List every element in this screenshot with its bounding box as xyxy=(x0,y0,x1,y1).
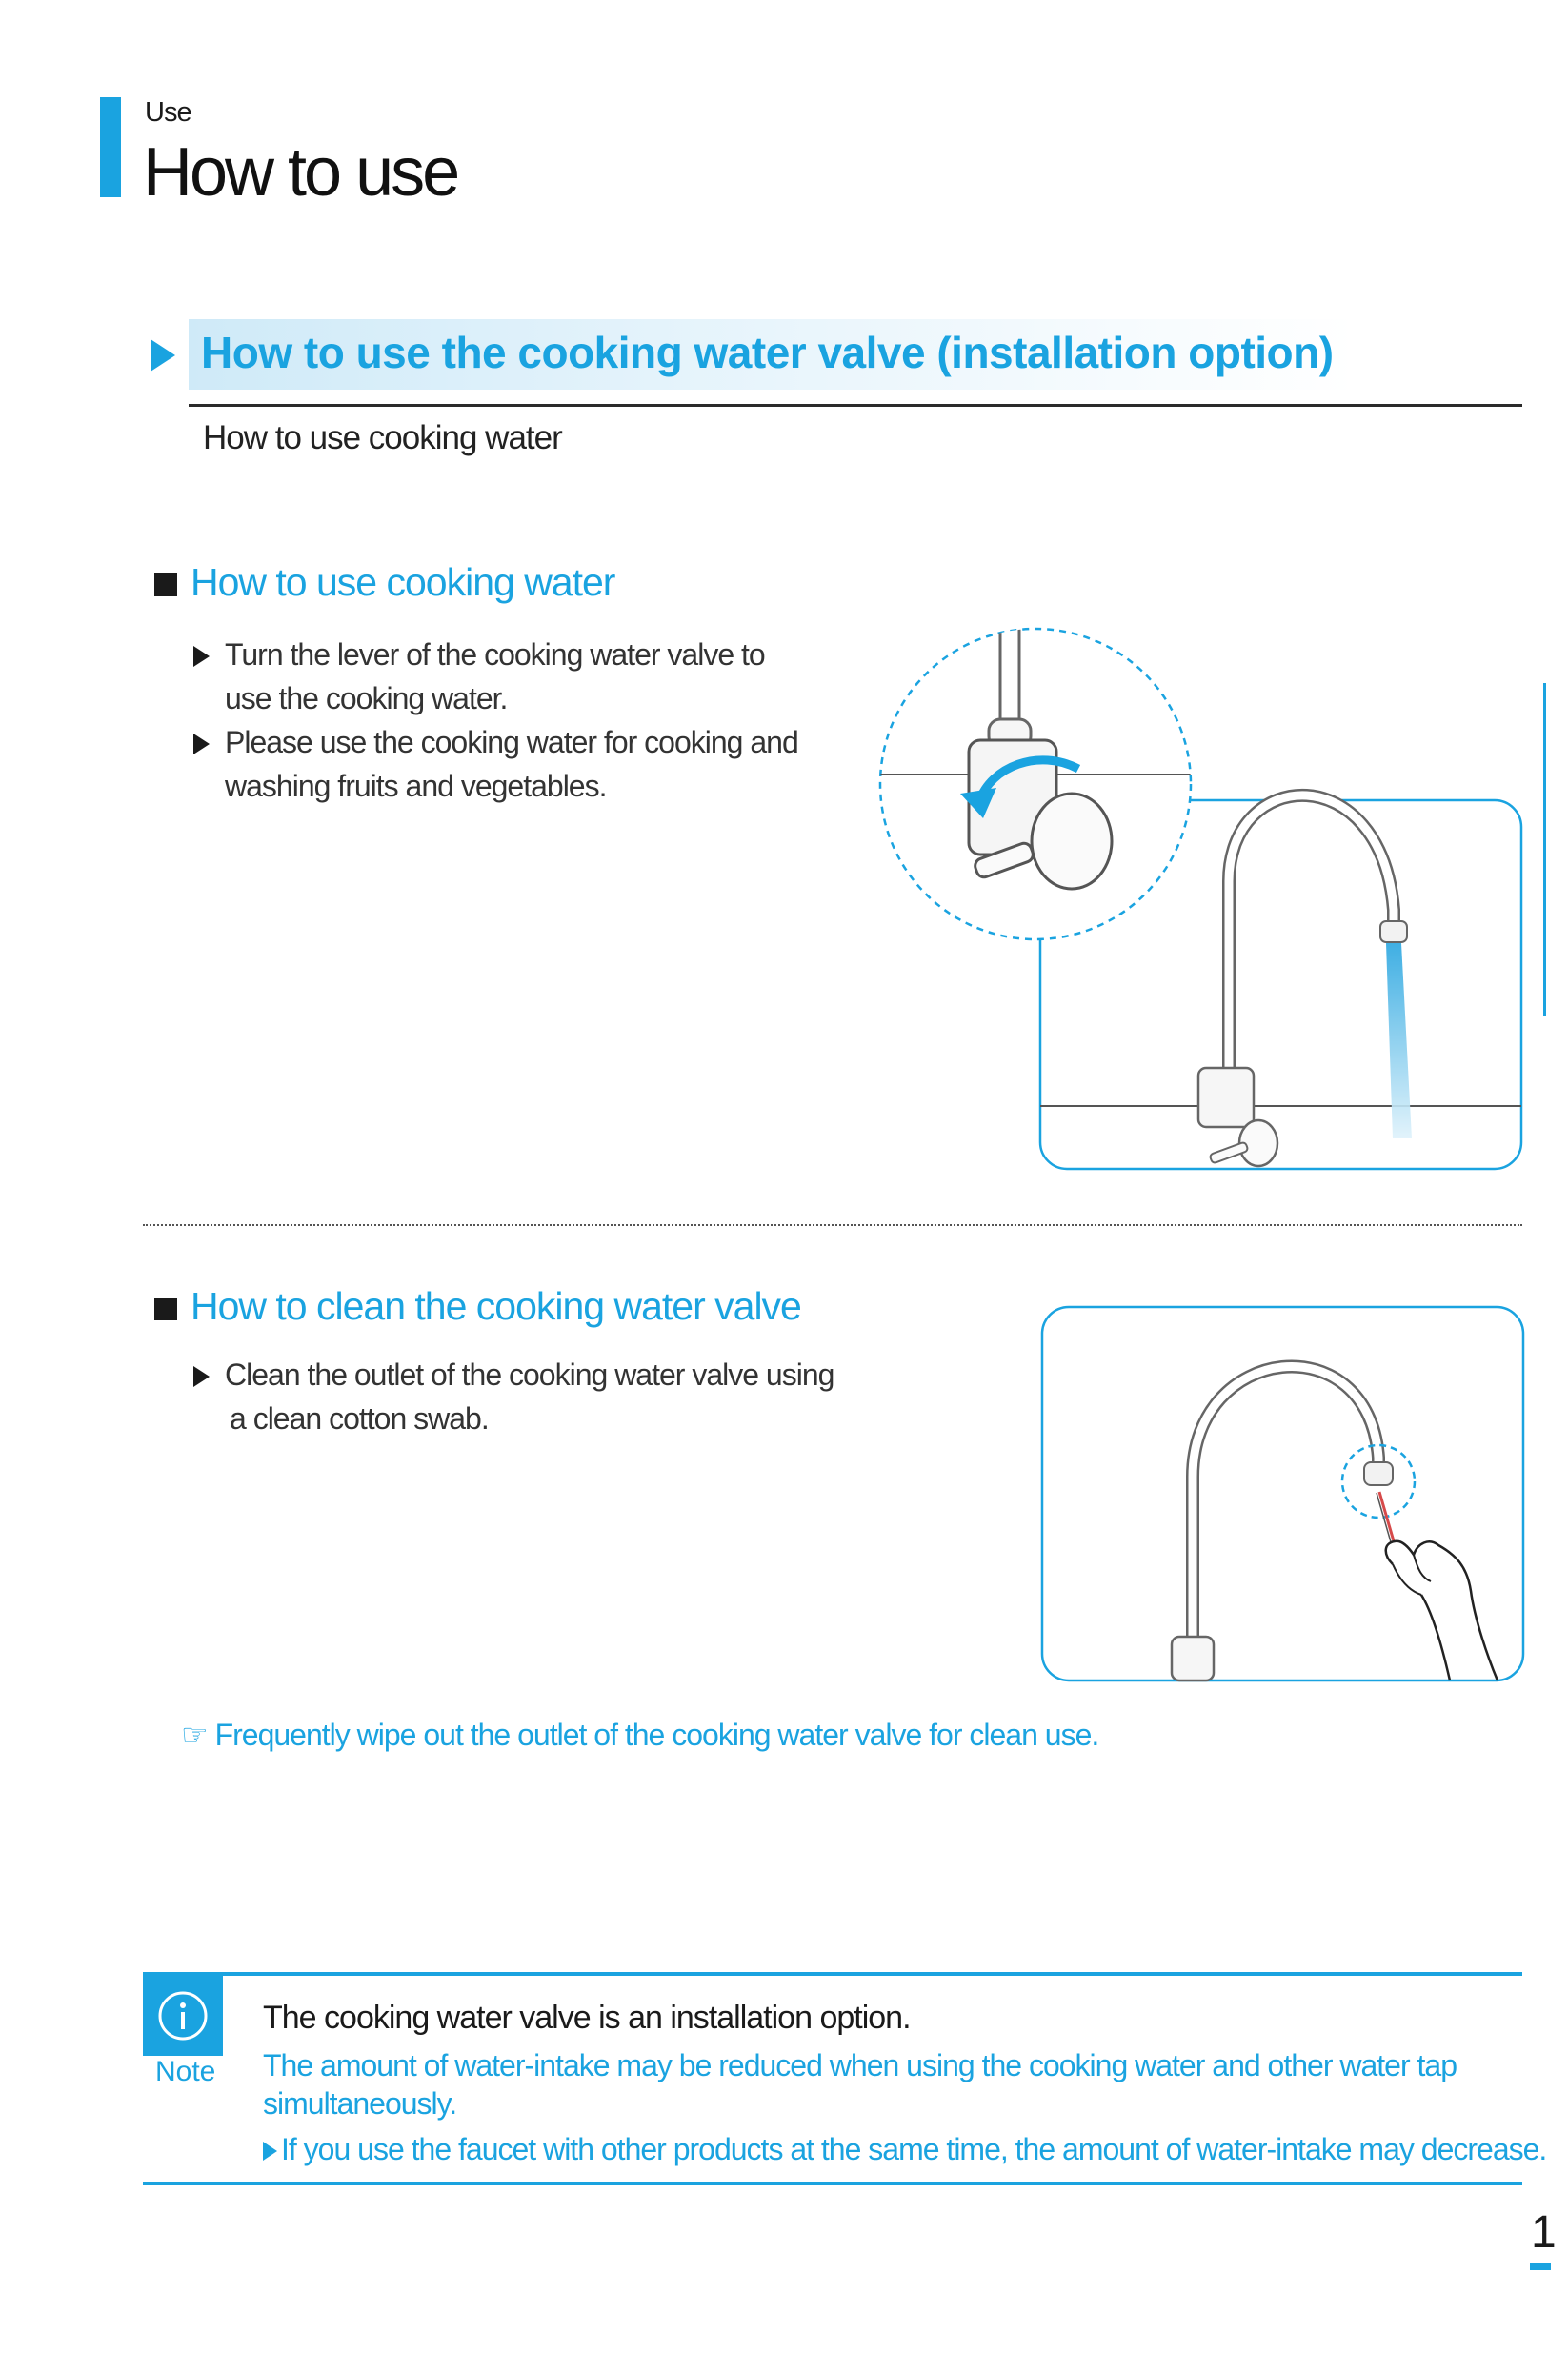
note-bottom-rule xyxy=(143,2182,1522,2185)
clean-bullet-1: Clean the outlet of the cooking water valve using a clean cotton swab. xyxy=(193,1353,917,1440)
tip-text: ☞ Frequently wipe out the outlet of the cooking water valve for clean use. xyxy=(181,1718,1099,1752)
cleaning-valve-illustration xyxy=(1040,1305,1526,1686)
triangle-bullet-icon xyxy=(193,734,210,754)
section-accent-bar xyxy=(100,97,121,197)
main-heading: How to use the cooking water valve (installation option) xyxy=(201,328,1334,377)
use-section-heading: How to use cooking water xyxy=(191,560,615,604)
note-detail-text: The amount of water-intake may be reduced when using the cooking water and other water tap simultaneously. xyxy=(263,2048,1457,2121)
side-edge-marker xyxy=(1543,683,1546,1016)
note-icon-box xyxy=(143,1976,223,2056)
square-bullet-icon xyxy=(154,1298,177,1320)
note-top-rule xyxy=(143,1972,1522,1976)
cooking-water-usage-illustration xyxy=(876,624,1534,1177)
clean-section-heading: How to clean the cooking water valve xyxy=(191,1284,801,1328)
page-number: 1 xyxy=(1531,2207,1557,2258)
use-bullet-2: Please use the cooking water for cooking and washing fruits and vegetables. xyxy=(193,720,879,808)
triangle-bullet-icon xyxy=(193,646,210,667)
page-title: How to use xyxy=(143,134,458,211)
main-subtitle: How to use cooking water xyxy=(203,419,562,456)
main-heading-arrow-icon xyxy=(151,339,175,372)
use-bullet-1: Turn the lever of the cooking water valve to use the cooking water. xyxy=(193,633,879,720)
square-bullet-icon xyxy=(154,573,177,596)
note-bullet: If you use the faucet with other products at the same time, the amount of water-intake may decrease. xyxy=(263,2130,1546,2168)
note-main-text: The cooking water valve is an installation option. xyxy=(263,2000,911,2036)
page-number-accent xyxy=(1530,2263,1551,2270)
section-label: Use xyxy=(145,97,191,128)
info-icon xyxy=(143,1976,223,2056)
note-label: Note xyxy=(155,2056,216,2087)
main-heading-divider xyxy=(189,404,1522,407)
triangle-bullet-icon xyxy=(263,2142,277,2161)
section-divider xyxy=(143,1224,1522,1226)
triangle-bullet-icon xyxy=(193,1366,210,1387)
